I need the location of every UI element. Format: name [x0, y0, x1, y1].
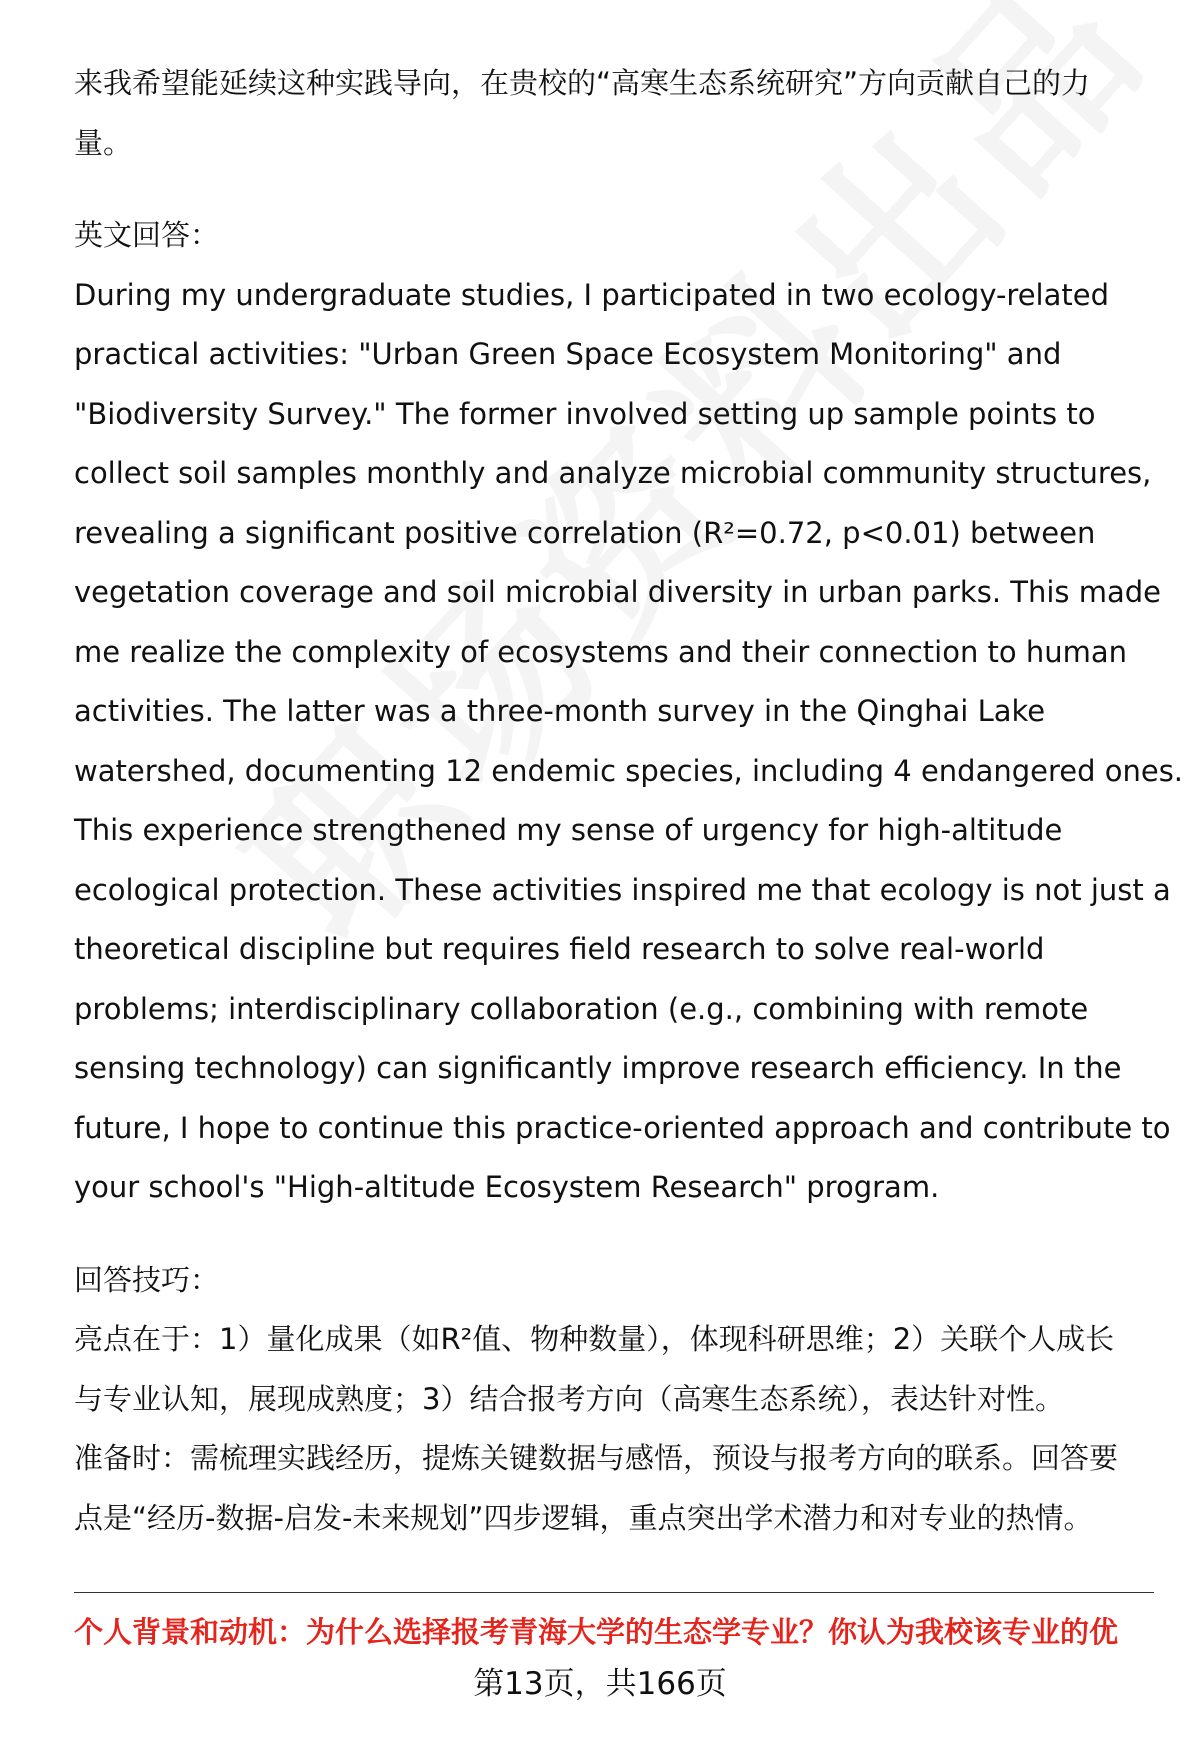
text-line: 亮点在于：1）量化成果（如R²值、物种数量），体现科研思维；2）关联个人成长: [74, 1322, 1115, 1356]
page-number: 第13页，共166页: [473, 1666, 727, 1702]
text-line: vegetation coverage and soil microbial diversity in urban parks. This made: [74, 575, 1162, 609]
text-line: problems; interdisciplinary collaboration (e.g., combining with remote: [74, 991, 1089, 1026]
next-question-heading: 个人背景和动机：为什么选择报考青海大学的生态学专业？你认为我校该专业的优: [74, 1615, 1119, 1649]
text-line: revealing a significant positive correlation (R²=0.72, p<0.01) between: [74, 515, 1096, 550]
text-line: "Biodiversity Survey." The former involved setting up sample points to: [74, 396, 1096, 431]
text-line: activities. The latter was a three-month survey in the Qinghai Lake: [74, 694, 1046, 728]
text-line: This experience strengthened my sense of urgency for high-altitude: [74, 813, 1063, 847]
text-line: 与专业认知，展现成熟度；3）结合报考方向（高寒生态系统），表达针对性。: [74, 1381, 1064, 1416]
english-answer-section: [74, 206, 1184, 1218]
answer-tips-section: [74, 1251, 1154, 1549]
text-line: 点是“经历-数据-启发-未来规划”四步逻辑，重点突出学术潜力和对专业的热情。: [74, 1500, 1093, 1535]
text-line: watershed, documenting 12 endemic species, including 4 endangered ones.: [74, 753, 1184, 788]
section-heading-answer-tips: 回答技巧：: [74, 1262, 220, 1297]
section-divider: [74, 1592, 1154, 1593]
text-line: me realize the complexity of ecosystems and their connection to human: [74, 634, 1128, 669]
page-content: [74, 54, 1184, 1548]
text-line: future, I hope to continue this practice-oriented approach and contribute to: [74, 1110, 1171, 1145]
section-heading-english-answer: 英文回答：: [74, 218, 220, 252]
text-line: collect soil samples monthly and analyze microbial community structures,: [74, 456, 1152, 490]
text-line: 准备时：需梳理实践经历，提炼关键数据与感悟，预设与报考方向的联系。回答要: [74, 1441, 1119, 1475]
text-line: your school's "High-altitude Ecosystem Research" program.: [74, 1170, 940, 1204]
text-line: sensing technology) can significantly improve research efficiency. In the: [74, 1051, 1122, 1085]
text-line: 来我希望能延续这种实践导向，在贵校的“高寒生态系统研究”方向贡献自己的力: [74, 66, 1091, 100]
text-line: practical activities: "Urban Green Space Ecosystem Monitoring" and: [74, 337, 1062, 371]
text-line: During my undergraduate studies, I participated in two ecology-related: [74, 277, 1110, 312]
chinese-answer-continuation: [74, 54, 1154, 173]
text-line: theoretical discipline but requires field research to solve real-world: [74, 932, 1045, 966]
text-line: ecological protection. These activities inspired me that ecology is not just a: [74, 872, 1171, 907]
text-line: 量。: [74, 125, 133, 160]
